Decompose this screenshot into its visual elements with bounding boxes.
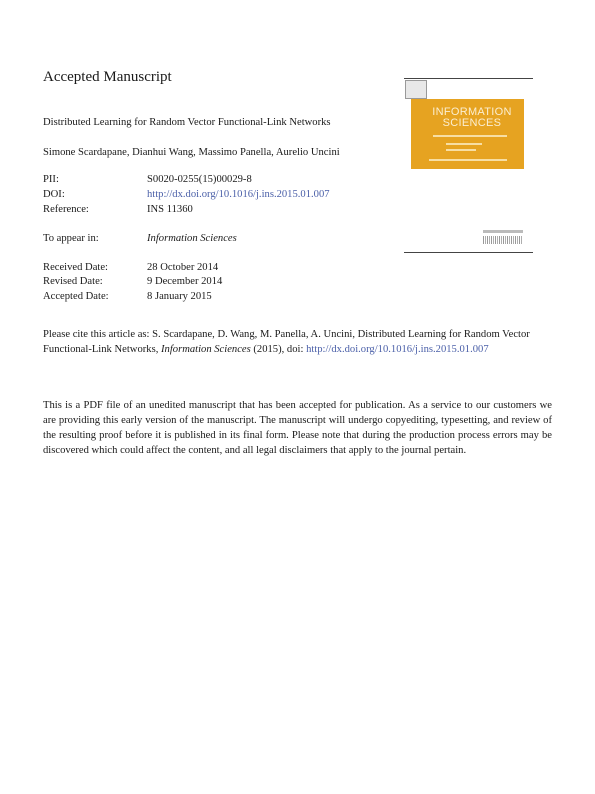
page-title: Accepted Manuscript — [43, 69, 172, 85]
citation-prefix: Functional-Link Networks, — [43, 344, 161, 355]
pii-label: PII: — [43, 174, 59, 185]
article-authors: Simone Scardapane, Dianhui Wang, Massimo Panella, Aurelio Uncini — [43, 147, 340, 158]
reference-value: INS 11360 — [147, 204, 193, 215]
appear-value: Information Sciences — [147, 233, 237, 244]
disclaimer-paragraph: This is a PDF file of an unedited manuscript that has been accepted for publication. As a service to our customers we are providing this early version of the manuscript. The manuscript will undergo copyediting, typesetting, and review of the resulting proof before it is published in its final form. Please note that during the production process errors may be discovered which could affect the content, and all legal disclaimers that apply to the journal pertain. — [43, 400, 552, 456]
cover-text-line — [446, 143, 482, 145]
pii-value: S0020-0255(15)00029-8 — [147, 174, 252, 185]
cover-bottom-rule — [404, 252, 533, 253]
cover-text-line — [446, 149, 476, 151]
citation-line-1: Please cite this article as: S. Scardapane, D. Wang, M. Panella, A. Uncini, Distributed Learning for Random Vector — [43, 329, 530, 340]
doi-link[interactable]: http://dx.doi.org/10.1016/j.ins.2015.01.007 — [147, 189, 330, 200]
cover-color-block — [411, 99, 524, 169]
accepted-value: 8 January 2015 — [147, 291, 212, 302]
revised-label: Revised Date: — [43, 276, 103, 287]
publisher-logo-icon — [405, 80, 427, 99]
barcode-icon — [483, 236, 523, 244]
cover-top-rule — [404, 78, 533, 79]
appear-label: To appear in: — [43, 233, 99, 244]
citation-line-2 — [43, 343, 489, 356]
cover-text-line — [429, 159, 507, 161]
cover-journal-title: INFORMATION SCIENCES — [432, 106, 512, 129]
citation-doi-link[interactable]: http://dx.doi.org/10.1016/j.ins.2015.01.007 — [306, 344, 489, 355]
cover-text-line — [433, 135, 507, 137]
article-title: Distributed Learning for Random Vector Functional-Link Networks — [43, 117, 331, 128]
citation-journal: Information Sciences — [161, 344, 251, 355]
cover-footer-text — [483, 230, 523, 233]
citation-middle: (2015), doi: — [250, 344, 307, 355]
received-label: Received Date: — [43, 262, 109, 273]
received-value: 28 October 2014 — [147, 262, 219, 273]
reference-label: Reference: — [43, 204, 89, 215]
revised-value: 9 December 2014 — [147, 276, 223, 287]
doi-label: DOI: — [43, 189, 65, 200]
accepted-label: Accepted Date: — [43, 291, 109, 302]
